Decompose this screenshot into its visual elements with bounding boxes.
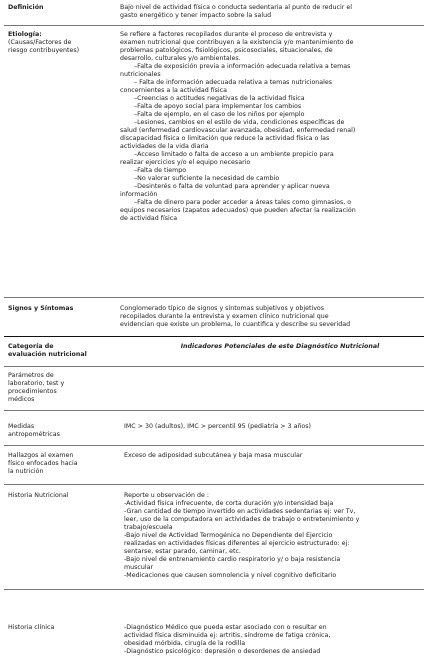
divider: [4, 366, 424, 367]
definition-label: Definición: [8, 4, 44, 11]
nutrition-history-text: [124, 492, 424, 580]
etiology-sublabel: riesgo contribuyentes): [8, 47, 80, 54]
label-line: antropométricas: [8, 431, 60, 438]
divider: [4, 445, 424, 446]
list-item: –No valorar suficiente la necesidad de cambio: [134, 175, 280, 182]
divider: [4, 297, 424, 298]
list-item: –Lesiones, cambios en el estilo de vida, condiciones específicas de: [134, 119, 345, 126]
etiology-sublabel: (Causas/Factores de: [8, 39, 72, 46]
clinical-history-text: [124, 624, 424, 656]
text-line: evidencian que existe un problema, lo cuantifica y describe su severidad: [120, 321, 351, 328]
list-item: –Acceso limitado o falta de acceso a un ambiente propicio para: [134, 151, 334, 158]
list-item-cont: información: [120, 191, 158, 198]
category-label-line: Categoría de: [8, 343, 54, 350]
divider: [4, 589, 424, 590]
list-item: –Falta de dinero para poder acceder a áreas tales como gimnasios, o: [134, 199, 352, 206]
anthro-value: [124, 423, 424, 431]
text-line: trabajo/escuela: [124, 524, 173, 531]
list-item-cont: discapacidad física o limitación que reduce la actividad física o las: [120, 135, 330, 142]
label-line: físico enfocados hacia: [8, 460, 78, 467]
physical-value: [124, 452, 424, 460]
text-line: Reporte u observación de :: [124, 492, 209, 499]
lab-params-label: [8, 372, 84, 404]
text-line: -Bajo nivel de Actividad Termogénica no Dependiente del Ejercicio: [124, 532, 333, 539]
definition-text: [120, 4, 420, 20]
list-item-cont: nutricionales: [120, 71, 161, 78]
divider: [4, 25, 424, 26]
etiology-label: [8, 31, 84, 55]
list-item-cont: salud (enfermedad cardiovascular avanzada, obesidad, enfermedad renal): [120, 127, 356, 134]
text-line: examen nutricional que contribuyen a la existencia y/o mantenimiento de: [120, 39, 354, 46]
label-line: Medidas: [8, 423, 35, 430]
label-line: la nutrición: [8, 468, 44, 475]
divider: [4, 484, 424, 485]
etiology-text: [120, 31, 420, 223]
label-line: procedimientos: [8, 388, 57, 395]
list-item: –Creencias o actitudes negativas de la actividad física: [134, 95, 305, 102]
list-item: –Falta de apoyo social para implementar los cambios: [134, 103, 302, 110]
nutrition-history-label: Historia Nutricional: [8, 492, 69, 499]
label-line: Hallazgos al examen: [8, 452, 74, 459]
signs-label: Signos y Síntomas: [8, 305, 74, 312]
text-line: actividad física disminuida ej: artritis, síndrome de fatiga crónica,: [124, 632, 331, 639]
physical-label: [8, 452, 84, 476]
text-line: problemas patológicos, fisiológicos, psicosociales, situacionales, de: [120, 47, 333, 54]
text-line: Bajo nivel de actividad física o conducta sedentaria al punto de reducir el: [120, 4, 352, 11]
text-line: IMC > 30 (adultos), IMC > percentil 95 (pediatría > 3 años): [124, 423, 312, 430]
text-line: -Diagnóstico Médico que pueda estar asociado con o resultar en: [124, 624, 327, 631]
text-line: -Actividad física infrecuente, de corta duración y/o intensidad baja: [124, 500, 334, 507]
clinical-history-label: Historia clínica: [8, 624, 55, 631]
indicators-header: Indicadores Potenciales de este Diagnóstico Nutricional: [180, 343, 380, 350]
divider: [4, 336, 424, 337]
list-item: –Falta de exposición previa a información adecuada relativa a temas: [134, 63, 351, 70]
list-item-cont: de actividad física: [120, 215, 178, 222]
text-line: Exceso de adiposidad subcutánea y baja masa muscular: [124, 452, 303, 459]
list-item-cont: realizar ejercicios y/o el equipo necesario: [120, 159, 251, 166]
text-line: -Bajo nivel de entrenamiento cardio respiratorio y/ o baja resistencia: [124, 556, 341, 563]
text-line: -Diagnóstico psicológico: depresión o desordenes de ansiedad: [124, 648, 321, 655]
list-item-cont: equipos necesarios (zapatos adecuados) que pueden afectar la realización: [120, 207, 356, 214]
text-line: recopilados durante la entrevista y examen clínico nutricional que: [120, 313, 329, 320]
list-item-cont: concernientes a la actividad física: [120, 87, 228, 94]
label-line: laboratorio, test y: [8, 380, 65, 387]
label-line: médicos: [8, 396, 35, 403]
text-line: desarrollo, culturales y/o ambientales.: [120, 55, 241, 62]
text-line: gasto energético y tener impacto sobre la salud: [120, 12, 272, 19]
text-line: muscular: [124, 564, 154, 571]
text-line: -Medicaciones que causen somnolencia y nivel cognitivo deficitario: [124, 572, 337, 579]
list-item: – Falta de información adecuada relativa a temas nutricionales: [134, 79, 333, 86]
text-line: obesidad mórbida, cirugía de la rodilla: [124, 640, 246, 647]
anthro-label: [8, 423, 84, 439]
text-line: -Gran cantidad de tiempo invertido en actividades sedentarias ej: ver Tv,: [124, 508, 356, 515]
signs-text: [120, 305, 420, 329]
list-item-cont: actividades de la vida diaria: [120, 143, 209, 150]
list-item: –Falta de ejemplo, en el caso de los niños por ejemplo: [134, 111, 305, 118]
category-label: [8, 343, 87, 359]
text-line: realizadas en actividades físicas diferentes al ejercicio estructurado: ej:: [124, 540, 350, 547]
text-line: sentarse, estar parado, caminar, etc.: [124, 548, 241, 555]
list-item: –Desinterés o falta de voluntad para aprender y aplicar nueva: [134, 183, 330, 190]
list-item: –Falta de tiempo: [134, 167, 187, 174]
text-line: Conglomerado típico de signos y síntomas subjetivos y objetivos: [120, 305, 325, 312]
divider: [4, 410, 424, 411]
text-line: Se refiere a factores recopilados durante el proceso de entrevista y: [120, 31, 333, 38]
label-line: Parámetros de: [8, 372, 54, 379]
text-line: leer, uso de la computadora en actividades de trabajo o entretenimiento y: [124, 516, 360, 523]
etiology-title: Etiología:: [8, 31, 42, 38]
category-label-line: evaluación nutricional: [8, 351, 87, 358]
